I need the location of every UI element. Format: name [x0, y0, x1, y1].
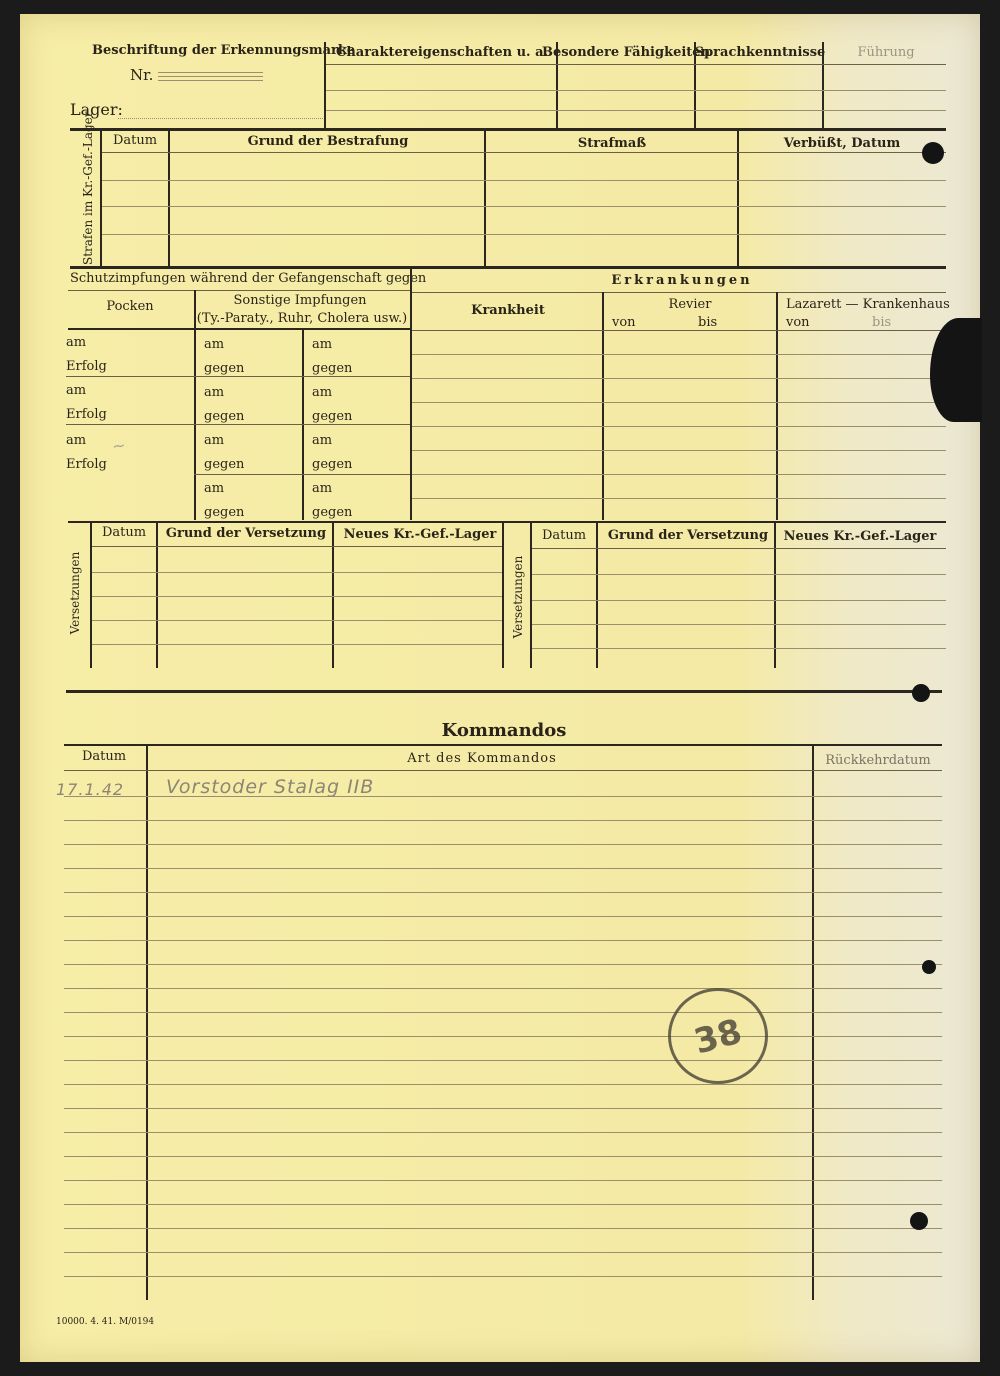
lazarett-header: Lazarett — Krankenhaus [786, 297, 950, 312]
sonst-am-1b: am [312, 337, 333, 352]
ruled-line [64, 1228, 942, 1229]
punch-hole [912, 684, 930, 702]
krankheit-header: Krankheit [471, 303, 545, 318]
strafen-verbuesst: Verbüßt, Datum [783, 136, 901, 151]
kommandos-datum-header: Datum [81, 749, 127, 764]
paper-tear [930, 318, 982, 422]
ruled-line [64, 916, 942, 917]
ruled-line [64, 1252, 942, 1253]
circular-stamp: 38 [668, 988, 768, 1084]
sonst-gegen-1a: gegen [204, 361, 245, 376]
sonst-am-3a: am [204, 433, 225, 448]
sonst-am-4b: am [312, 481, 333, 496]
punch-hole [922, 960, 936, 974]
sonst-am-2a: am [204, 385, 225, 400]
lazarett-von: von [786, 315, 810, 330]
ruled-line [64, 1108, 942, 1109]
sonst-am-4a: am [204, 481, 225, 496]
pocken-erfolg-1: Erfolg [66, 359, 107, 374]
sonst-gegen-2b: gegen [312, 409, 353, 424]
punch-hole [910, 1212, 928, 1230]
vers-neues-left: Neues Kr.-Gef.-Lager [343, 527, 497, 542]
ruled-line [64, 844, 942, 845]
kommandos-art-header: Art des Kommandos [407, 751, 557, 766]
revier-bis: bis [698, 315, 718, 330]
vers-grund-right: Grund der Versetzung [607, 528, 769, 543]
versetzungen-side-right: Versetzungen [511, 555, 525, 639]
ruled-line [64, 964, 942, 965]
pocken-am-2: am [66, 383, 87, 398]
ruled-line [64, 1036, 942, 1037]
ruled-line [64, 820, 942, 821]
sonst-am-1a: am [204, 337, 225, 352]
ruled-line [64, 892, 942, 893]
impfungen-title: Schutzimpfungen während der Gefangenschaft gegen [70, 271, 427, 286]
ruled-line [64, 1012, 942, 1013]
faehigkeiten-header: Besondere Fähigkeiten [541, 45, 711, 60]
lager-label: Lager: [70, 100, 123, 119]
pocken-header: Pocken [106, 299, 154, 314]
sprachkenntnisse-header: Sprachkenntnisse [694, 45, 826, 60]
lazarett-bis: bis [872, 315, 892, 330]
versetzungen-side-left: Versetzungen [68, 551, 82, 635]
vers-datum-right: Datum [541, 528, 587, 543]
strafen-grund: Grund der Bestrafung [247, 134, 409, 149]
pocken-erfolg-3: Erfolg [66, 457, 107, 472]
pocken-am-1: am [66, 335, 87, 350]
ruled-line [64, 988, 942, 989]
ruled-line [64, 1276, 942, 1277]
nr-label: Nr. [130, 66, 154, 84]
erkrankungen-title: Erkrankungen [611, 273, 753, 288]
ruled-line [64, 868, 942, 869]
sonstige-header-2: (Ty.-Paraty., Ruhr, Cholera usw.) [196, 311, 408, 326]
ruled-line [64, 1084, 942, 1085]
sonst-gegen-1b: gegen [312, 361, 353, 376]
sonst-gegen-4a: gegen [204, 505, 245, 520]
fuehrung-header: Führung [857, 45, 915, 60]
ruled-line [64, 1060, 942, 1061]
sonst-am-3b: am [312, 433, 333, 448]
kommandos-rueckkehr-header: Rückkehrdatum [825, 753, 931, 768]
kommando-entry-text: Vorstoder Stalag IIB [166, 776, 375, 798]
ruled-line [64, 940, 942, 941]
ruled-line [64, 1132, 942, 1133]
strafen-strafmass: Strafmaß [577, 136, 647, 151]
revier-header: Revier [668, 297, 712, 312]
pocken-am-3: am [66, 433, 87, 448]
sonst-gegen-3a: gegen [204, 457, 245, 472]
ruled-line [64, 1204, 942, 1205]
sonst-gegen-3b: gegen [312, 457, 353, 472]
kommando-entry-date: 17.1.42 [56, 780, 125, 799]
sonstige-header-1: Sonstige Impfungen [233, 293, 367, 308]
pocken-scribble: ~ [110, 435, 128, 456]
strafen-side-label: Strafen im Kr.-Gef.-Lager [81, 111, 95, 265]
sonst-am-2b: am [312, 385, 333, 400]
strafen-datum: Datum [112, 133, 158, 148]
punch-hole [922, 142, 944, 164]
sonst-gegen-2a: gegen [204, 409, 245, 424]
ruled-line [64, 1156, 942, 1157]
vers-datum-left: Datum [101, 525, 147, 540]
print-code: 10000. 4. 41. M/0194 [56, 1317, 155, 1327]
charakter-header: Charaktereigenschaften u. a. [335, 45, 549, 60]
ruled-line [64, 1180, 942, 1181]
form-sheet [20, 14, 980, 1362]
revier-von: von [612, 315, 636, 330]
pocken-erfolg-2: Erfolg [66, 407, 107, 422]
beschriftung-label: Beschriftung der Erkennungsmarke [92, 43, 356, 58]
vers-neues-right: Neues Kr.-Gef.-Lager [783, 529, 937, 544]
kommandos-title: Kommandos [441, 720, 567, 741]
sonst-gegen-4b: gegen [312, 505, 353, 520]
vers-grund-left: Grund der Versetzung [165, 526, 327, 541]
